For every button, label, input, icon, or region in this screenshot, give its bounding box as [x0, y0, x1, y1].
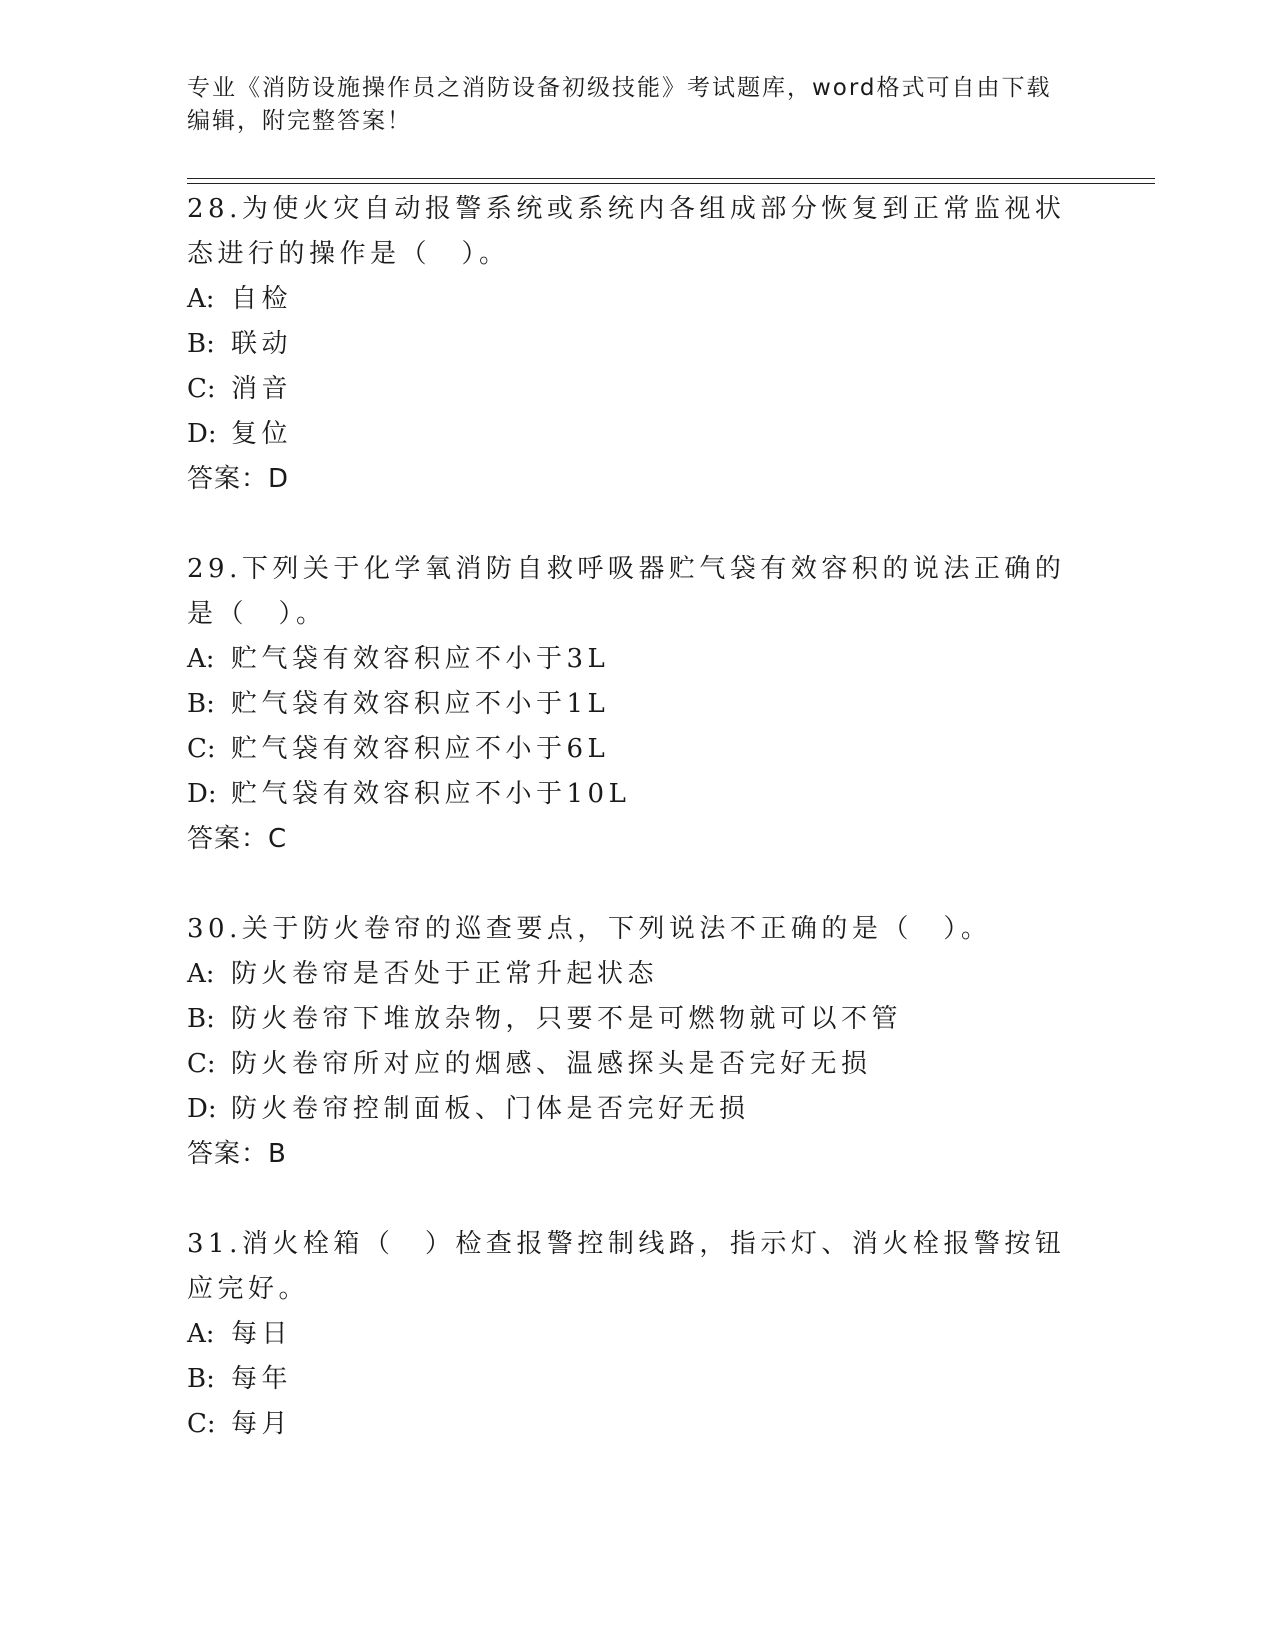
option-key: B:: [187, 689, 215, 719]
option-key: B:: [187, 1004, 215, 1034]
option-d: [187, 1087, 1077, 1132]
option-b: [187, 322, 1077, 367]
answer-line: 答案：D: [187, 464, 290, 494]
question-29: [187, 547, 1077, 862]
option-key: D:: [187, 419, 217, 449]
option-key: A:: [187, 644, 215, 674]
option-text: 消音: [231, 374, 293, 404]
question-spacer: [187, 1177, 1077, 1222]
option-text: 联动: [231, 329, 293, 359]
question-30: [187, 907, 1077, 1177]
option-b: [187, 997, 1077, 1042]
option-text: 贮气袋有效容积应不小于3L: [231, 644, 610, 674]
question-text: 28.为使火灾自动报警系统或系统内各组成部分恢复到正常监视状态进行的操作是（ ）。: [187, 194, 1066, 269]
option-key: B:: [187, 1364, 215, 1394]
option-text: 每月: [231, 1409, 293, 1439]
question-31: [187, 1222, 1077, 1447]
option-text: 复位: [231, 419, 293, 449]
header-divider-top: [187, 178, 1155, 179]
option-key: C:: [187, 1409, 216, 1439]
option-d: [187, 772, 1077, 817]
option-key: A:: [187, 284, 215, 314]
option-d: [187, 412, 1077, 457]
option-a: [187, 1312, 1077, 1357]
option-c: [187, 367, 1077, 412]
header-divider-bottom: [187, 183, 1155, 184]
option-text: 每年: [231, 1364, 293, 1394]
option-key: C:: [187, 374, 216, 404]
option-text: 防火卷帘下堆放杂物，只要不是可燃物就可以不管: [231, 1004, 903, 1034]
option-c: [187, 727, 1077, 772]
option-key: C:: [187, 1049, 216, 1079]
header-text: 专业《消防设施操作员之消防设备初级技能》考试题库，word格式可自由下载编辑，附完整答案！: [187, 75, 1052, 134]
question-spacer: [187, 862, 1077, 907]
option-text: 贮气袋有效容积应不小于1L: [231, 689, 610, 719]
option-text: 每日: [231, 1319, 293, 1349]
option-key: B:: [187, 329, 215, 359]
option-text: 贮气袋有效容积应不小于6L: [231, 734, 610, 764]
option-a: [187, 952, 1077, 997]
option-key: D:: [187, 1094, 217, 1124]
answer-line: 答案：C: [187, 824, 288, 854]
option-text: 自检: [231, 284, 293, 314]
option-a: [187, 637, 1077, 682]
option-key: A:: [187, 959, 215, 989]
option-text: 防火卷帘是否处于正常升起状态: [231, 959, 659, 989]
option-b: [187, 682, 1077, 727]
answer-line: 答案：B: [187, 1139, 287, 1169]
question-text: 31.消火栓箱（ ）检查报警控制线路，指示灯、消火栓报警按钮应完好。: [187, 1229, 1066, 1304]
question-text: 30.关于防火卷帘的巡查要点，下列说法不正确的是（ ）。: [187, 914, 992, 944]
option-text: 防火卷帘控制面板、门体是否完好无损: [231, 1094, 750, 1124]
option-b: [187, 1357, 1077, 1402]
question-list: [187, 187, 1077, 1447]
option-c: [187, 1402, 1077, 1447]
option-key: D:: [187, 779, 217, 809]
question-text: 29.下列关于化学氧消防自救呼吸器贮气袋有效容积的说法正确的是（ ）。: [187, 554, 1066, 629]
option-key: A:: [187, 1319, 215, 1349]
option-key: C:: [187, 734, 216, 764]
document-header: [187, 72, 1067, 138]
option-a: [187, 277, 1077, 322]
option-text: 防火卷帘所对应的烟感、温感探头是否完好无损: [231, 1049, 872, 1079]
option-text: 贮气袋有效容积应不小于10L: [231, 779, 631, 809]
question-spacer: [187, 502, 1077, 547]
question-28: [187, 187, 1077, 502]
option-c: [187, 1042, 1077, 1087]
